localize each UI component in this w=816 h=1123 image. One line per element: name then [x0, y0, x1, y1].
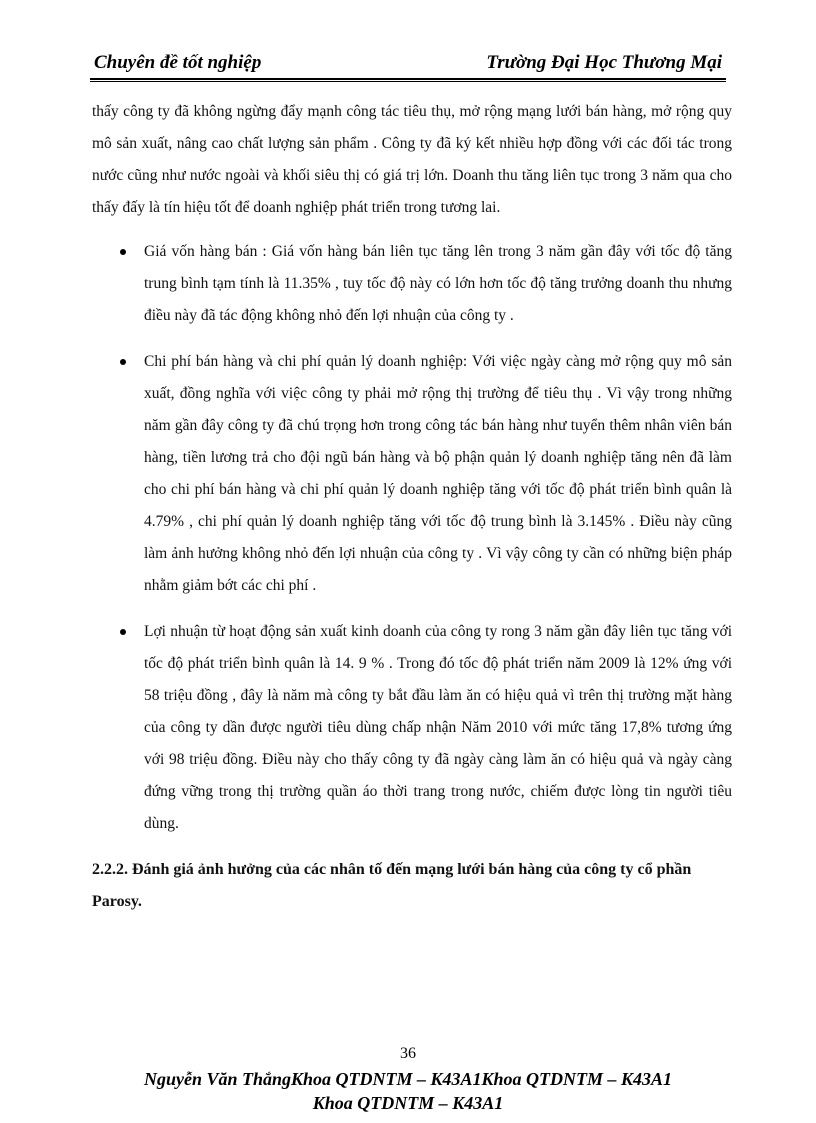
- list-item: [92, 236, 732, 332]
- bullet-icon: [120, 249, 126, 255]
- list-item: [92, 616, 732, 840]
- page-footer: [0, 1067, 816, 1115]
- intro-paragraph: thấy công ty đã không ngừng đẩy mạnh công tác tiêu thụ, mở rộng mạng lưới bán hàng, mở rộng quy mô sản xuất, nâng cao chất lượng sản phẩm . Công ty đã ký kết nhiều hợp đồng với các đối tác trong nước cũng như nước ngoài và khối siêu thị có giá trị lớn. Doanh thu tăng liên tục trong 3 năm qua cho thấy đấy là tín hiệu tốt để doanh nghiệp phát triển trong tương lai.: [92, 103, 732, 216]
- header-divider: [90, 78, 726, 82]
- footer-line-1: Nguyễn Văn ThắngKhoa QTDNTM – K43A1Khoa QTDNTM – K43A1: [143, 1069, 673, 1089]
- bullet-list: [92, 236, 732, 840]
- header-right-title: Trường Đại Học Thương Mại: [486, 52, 722, 73]
- list-item-text: Chi phí bán hàng và chi phí quản lý doanh nghiệp: Với việc ngày càng mở rộng quy mô sản xuất, đồng nghĩa với việc công ty phải mở rộng thị trường để tiêu thụ . Vì vậy trong những năm gần đây công ty đã chú trọng hơn trong công tác bán hàng như tuyển thêm nhân viên bán hàng, tiền lương trả cho đội ngũ bán hàng và bộ phận quản lý doanh nghiệp tăng nên đã làm cho chi phí bán hàng và chi phí quản lý doanh nghiệp tăng với tốc độ phát triển bình quân là 4.79% , chi phí quản lý doanh nghiệp tăng với tốc độ trung bình là 3.145% . Điều này cũng làm ảnh hưởng không nhỏ đến lợi nhuận của công ty . Vì vậy công ty cần có những biện pháp nhằm giảm bớt các chi phí .: [144, 353, 732, 594]
- page-body: [92, 96, 732, 918]
- list-item-text: Lợi nhuận từ hoạt động sản xuất kinh doanh của công ty rong 3 năm gần đây liên tục tăng với tốc độ phát triển bình quân là 14. 9 % . Trong đó tốc độ phát triển năm 2009 là 12% ứng với 58 triệu đồng , đây là năm mà công ty bắt đầu làm ăn có hiệu quả vì trên thị trường mặt hàng của công ty dần được người tiêu dùng chấp nhận Năm 2010 với mức tăng 17,8% tương ứng với 98 triệu đồng. Điều này cho thấy công ty đã ngày càng làm ăn có hiệu quả và ngày càng đứng vững trong thị trường quần áo thời trang trong nước, chiếm được lòng tin người tiêu dùng.: [144, 623, 732, 832]
- list-item: [92, 346, 732, 602]
- section-heading: 2.2.2. Đánh giá ảnh hưởng của các nhân tố đến mạng lưới bán hàng của công ty cổ phần Parosy.: [92, 861, 692, 910]
- page-header: [90, 50, 726, 80]
- footer-line-2: Khoa QTDNTM – K43A1: [312, 1093, 504, 1113]
- list-item-text: Giá vốn hàng bán : Giá vốn hàng bán liên tục tăng lên trong 3 năm gần đây với tốc độ tăng trung bình tạm tính là 11.35% , tuy tốc độ này có lớn hơn tốc độ tăng trưởng doanh thu nhưng điều này đã tác động không nhỏ đến lợi nhuận của công ty .: [144, 243, 732, 324]
- bullet-icon: [120, 629, 126, 635]
- bullet-icon: [120, 359, 126, 365]
- page-number: 36: [400, 1045, 416, 1062]
- header-left-title: Chuyên đề tốt nghiệp: [94, 52, 262, 73]
